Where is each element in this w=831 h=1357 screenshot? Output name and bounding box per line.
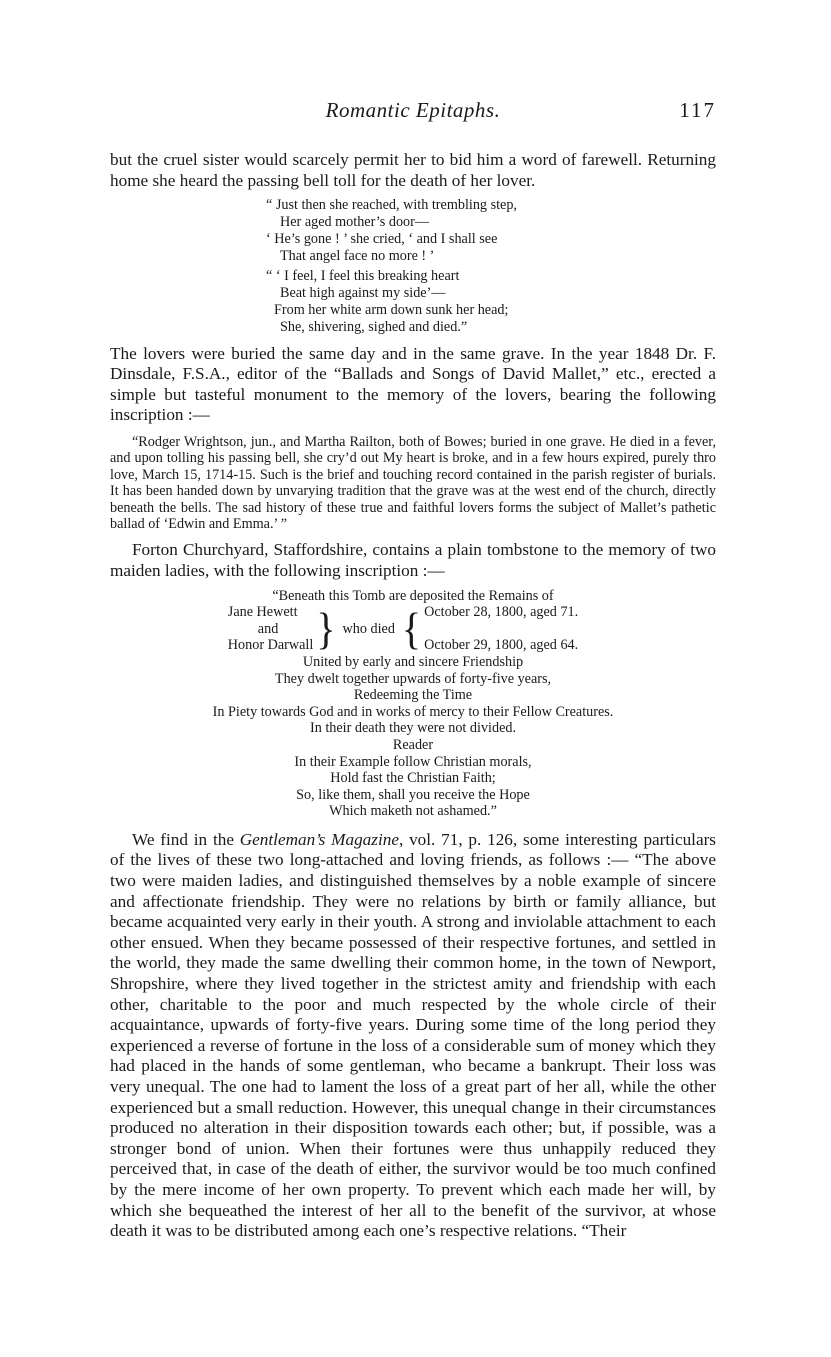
running-title: Romantic Epitaphs. bbox=[325, 98, 501, 122]
and-word: and bbox=[257, 620, 279, 637]
name-jane: Jane Hewett bbox=[227, 604, 298, 621]
tombstone-inscription bbox=[110, 588, 716, 820]
ballad-excerpt bbox=[262, 197, 716, 335]
page-body bbox=[110, 150, 716, 1242]
left-brace-icon: { bbox=[401, 603, 422, 654]
right-brace-icon: } bbox=[316, 603, 336, 654]
paragraph-2: The lovers were buried the same day and in the same grave. In the year 1848 Dr. F. Dinsdale, F.S.A., editor of the “Ballads and Songs of David Mallet,” etc., erected a simple but tasteful monument to the memory of the lovers, bearing the following inscription :— bbox=[110, 343, 716, 425]
name-honor: Honor Darwall bbox=[227, 637, 314, 654]
poem-line: “ Just then she reached, with trembling step, bbox=[266, 197, 517, 214]
poem-line: “ ‘ I feel, I feel this breaking heart bbox=[266, 268, 460, 285]
register-quote: “Rodger Wrightson, jun., and Martha Railton, both of Bowes; buried in one grave. He died in a fever, and upon tolling his passing bell, she cry’d out My heart is broke, and in a few hours expired, purely thro love, March 15, 1714-15. Such is the brief and touching record contained in the parish register of burials. It has been handed down by unvarying tradition that the grave was at the west end of the church, directly beneath the bells. The sad history of these true and faithful lovers forms the subject of Mallet’s pathetic ballad of ‘Edwin and Emma.’ ” bbox=[110, 433, 716, 532]
names-dates-block bbox=[90, 604, 716, 654]
paragraph-4: We find in the Gentleman’s Magazine, vol. 71, p. 126, some interesting particulars of the lives of these two long-attached and loving friends, as follows :— “The above two were maiden ladies, and distinguished themselves by a noble example of sincere and affectionate friendship. They were no relations by birth or family alliance, but became acquainted very early in their youth. A strong and inviolable attachment to each other ensued. When they became possessed of their respective fortunes, and settled in the world, they made the same dwelling their common home, in the town of Newport, Shropshire, where they lived together in the strictest amity and friendship with each other, charitable to the poor and much respected by the whole circle of their acquaintance, upwards of forty-five years. During some time of the long period they experienced a reverse of fortune in the loss of a considerable sum of money which they had placed in the hands of some gentleman, who became a bankrupt. Their loss was very unequal. The one had to lament the loss of a great part of her all, while the other experienced but a small reduction. However, this unequal change in their circumstances produced no alteration in their disposition towards each other; but, if possible, was a stronger bond of union. When their fortunes were thus unhappily reduced they perceived that, in case of the death of either, the survivor would be too much confined by the mere income of her own property. To prevent which each made her will, by which she bequeathed the interest of her all to the benefit of the survivor, at whose death it was to be distributed among each one’s respective relations. “Their bbox=[110, 829, 716, 1241]
inscription-line: In their death they were not divided. bbox=[309, 720, 517, 737]
date-honor: October 29, 1800, aged 64. bbox=[424, 637, 579, 654]
inscription-line: So, like them, shall you receive the Hope bbox=[296, 786, 530, 803]
paragraph-1: but the cruel sister would scarcely permit her to bid him a word of farewell. Returning home she heard the passing bell toll for the death of her lover. bbox=[110, 150, 716, 190]
who-died: who died bbox=[342, 620, 395, 637]
inscription-line: Reader bbox=[392, 736, 434, 753]
inscription-line: They dwelt together upwards of forty-five years, bbox=[274, 670, 552, 687]
inscription-line: Hold fast the Christian Faith; bbox=[330, 770, 496, 787]
inscription-line: In Piety towards God and in works of mercy to their Fellow Creatures. bbox=[212, 703, 614, 720]
inscription-line: Which maketh not ashamed.” bbox=[329, 803, 497, 820]
poem-line: Beat high against my side’— bbox=[280, 285, 446, 302]
poem-line: From her white arm down sunk her head; bbox=[274, 301, 509, 318]
running-header bbox=[110, 98, 716, 128]
dates-column bbox=[424, 604, 578, 654]
poem-line: She, shivering, sighed and died.” bbox=[280, 318, 468, 335]
poem-line: Her aged mother’s door— bbox=[280, 213, 430, 230]
paragraph-3: Forton Churchyard, Staffordshire, contains a plain tombstone to the memory of two maiden ladies, with the following inscription :— bbox=[110, 540, 716, 580]
date-jane: October 28, 1800, aged 71. bbox=[424, 604, 579, 621]
poem-line: That angel face no more ! ’ bbox=[280, 247, 435, 264]
page-number: 117 bbox=[679, 98, 716, 122]
inscription-line: United by early and sincere Friendship bbox=[302, 653, 524, 670]
poem-line: ‘ He’s gone ! ’ she cried, ‘ and I shall see bbox=[266, 230, 498, 247]
names-column bbox=[228, 604, 314, 654]
magazine-title: Gentleman’s Magazine bbox=[239, 829, 399, 849]
inscription-line: “Beneath this Tomb are deposited the Remains of bbox=[272, 587, 554, 604]
inscription-line: Redeeming the Time bbox=[353, 687, 473, 704]
inscription-line: In their Example follow Christian morals, bbox=[294, 753, 532, 770]
